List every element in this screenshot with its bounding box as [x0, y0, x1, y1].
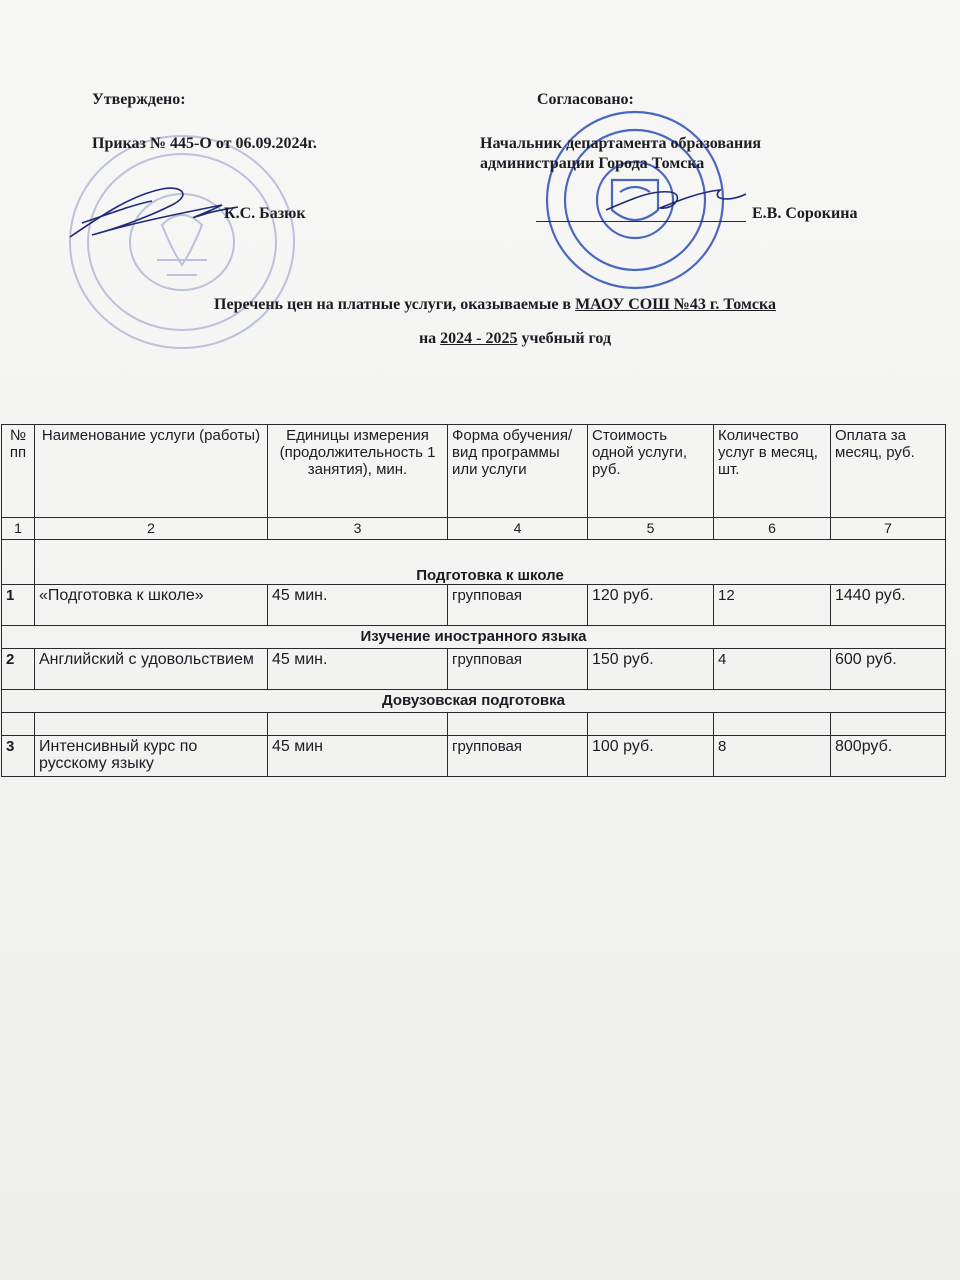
- row-price: 120 руб.: [588, 585, 714, 626]
- row-form: групповая: [448, 736, 588, 777]
- column-number-row: [2, 518, 946, 540]
- row-number: 3: [2, 736, 35, 777]
- approved-order: Приказ № 445-О от 06.09.2024г.: [92, 135, 317, 152]
- row-qty: 4: [714, 649, 831, 690]
- column-number: 2: [35, 518, 268, 540]
- row-monthly: 1440 руб.: [831, 585, 946, 626]
- row-form: групповая: [448, 585, 588, 626]
- row-monthly: 600 руб.: [831, 649, 946, 690]
- header-cell-form: Форма обучения/вид программы или услуги: [448, 425, 588, 518]
- column-number: 6: [714, 518, 831, 540]
- section-title: Довузовская подготовка: [2, 690, 946, 713]
- empty-cell: [268, 713, 448, 736]
- section-title: Изучение иностранного языка: [2, 626, 946, 649]
- table-header-row: [2, 425, 946, 518]
- agreed-label: Согласовано:: [537, 91, 634, 108]
- subtitle-suffix: учебный год: [517, 330, 612, 347]
- section-row: [2, 626, 946, 649]
- approved-label: Утверждено:: [92, 91, 186, 108]
- subtitle-year: 2024 - 2025: [440, 330, 518, 347]
- column-number: 4: [448, 518, 588, 540]
- empty-cell: [588, 713, 714, 736]
- column-number: 7: [831, 518, 946, 540]
- column-number: 5: [588, 518, 714, 540]
- agreed-position-line1: Начальник департамента образования: [480, 135, 762, 152]
- section-spacer-cell: [2, 540, 35, 585]
- title-organization: МАОУ СОШ №43 г. Томска: [575, 296, 776, 313]
- agreed-position-line2: администрации Города Томска: [480, 155, 705, 172]
- header-cell-num: № пп: [2, 425, 35, 518]
- title-prefix: Перечень цен на платные услуги, оказываемые в: [214, 296, 576, 313]
- header-cell-qty: Количество услуг в месяц, шт.: [714, 425, 831, 518]
- agreed-signatory: Е.В. Сорокина: [752, 205, 858, 222]
- row-unit: 45 мин: [268, 736, 448, 777]
- column-number: 3: [268, 518, 448, 540]
- row-service: Интенсивный курс по русскому языку: [35, 736, 268, 777]
- empty-cell: [35, 713, 268, 736]
- empty-row: [2, 713, 946, 736]
- document-subtitle: [35, 330, 960, 348]
- section-row: [2, 690, 946, 713]
- header-cell-monthly: Оплата за месяц, руб.: [831, 425, 946, 518]
- row-qty: 8: [714, 736, 831, 777]
- row-qty: 12: [714, 585, 831, 626]
- subtitle-prefix: на: [418, 330, 441, 347]
- empty-cell: [2, 713, 35, 736]
- empty-cell: [714, 713, 831, 736]
- row-price: 150 руб.: [588, 649, 714, 690]
- row-form: групповая: [448, 649, 588, 690]
- empty-cell: [448, 713, 588, 736]
- header-cell-service: Наименование услуги (работы): [35, 425, 268, 518]
- signature-line: [536, 221, 746, 222]
- price-table: [1, 424, 946, 777]
- left-signature-icon: [62, 175, 242, 255]
- row-price: 100 руб.: [588, 736, 714, 777]
- row-unit: 45 мин.: [268, 649, 448, 690]
- header-cell-unit: Единицы измерения (продолжительность 1 занятия), мин.: [268, 425, 448, 518]
- row-number: 1: [2, 585, 35, 626]
- row-service: «Подготовка к школе»: [35, 585, 268, 626]
- section-row: [2, 540, 946, 585]
- row-number: 2: [2, 649, 35, 690]
- row-unit: 45 мин.: [268, 585, 448, 626]
- table-row: [2, 649, 946, 690]
- table-row: [2, 736, 946, 777]
- approved-signatory: К.С. Базюк: [224, 205, 306, 222]
- document-title: [15, 296, 960, 314]
- section-title: Подготовка к школе: [35, 540, 946, 585]
- empty-cell: [831, 713, 946, 736]
- column-number: 1: [2, 518, 35, 540]
- header-cell-price: Стоимость одной услуги, руб.: [588, 425, 714, 518]
- table-row: [2, 585, 946, 626]
- row-service: Английский с удовольствием: [35, 649, 268, 690]
- row-monthly: 800руб.: [831, 736, 946, 777]
